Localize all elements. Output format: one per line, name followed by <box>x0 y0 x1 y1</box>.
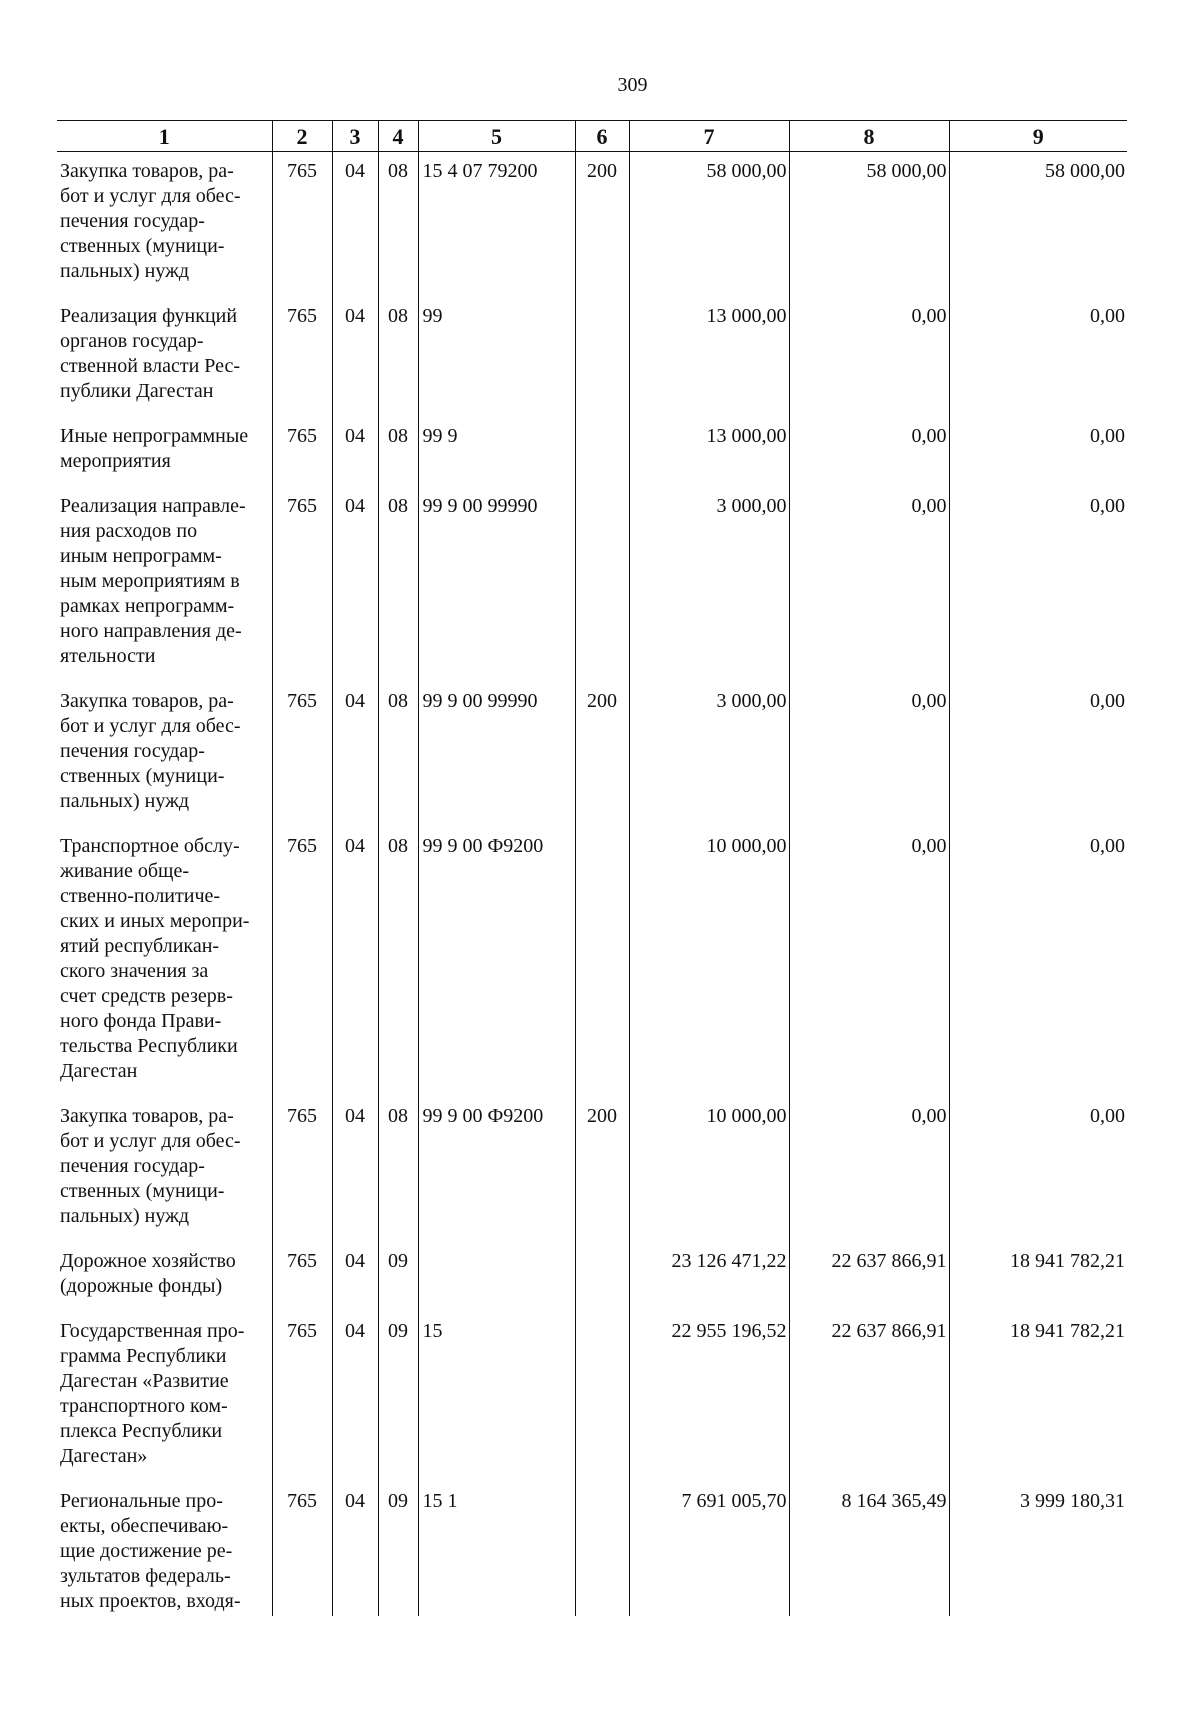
table-row <box>57 1312 1127 1482</box>
code-admin-cell: 765 <box>272 487 332 682</box>
row-name-cell <box>57 682 272 827</box>
code-admin-cell: 765 <box>272 152 332 298</box>
row-name-line: иным непрограмм- <box>60 545 222 567</box>
row-name-line: ния расходов по <box>60 520 198 542</box>
row-name-line: Закупка товаров, ра- <box>60 160 234 182</box>
row-name-line: Дагестан <box>60 1060 138 1082</box>
header-col-9: 9 <box>949 121 1127 152</box>
row-name-line: тельства Республики <box>60 1035 238 1057</box>
row-name-line: ятельности <box>60 645 156 667</box>
row-name-cell <box>57 1242 272 1312</box>
code-admin-cell: 765 <box>272 1242 332 1312</box>
table-row <box>57 297 1127 417</box>
expense-type-cell <box>575 1242 629 1312</box>
section-cell: 04 <box>332 297 378 417</box>
header-col-6: 6 <box>575 121 629 152</box>
amount-col-9-cell: 0,00 <box>949 487 1127 682</box>
amount-col-8-cell: 0,00 <box>789 297 949 417</box>
amount-col-8-cell: 0,00 <box>789 1097 949 1242</box>
row-name-line: Дагестан «Развитие <box>60 1370 229 1392</box>
row-name-line: пальных) нужд <box>60 790 190 812</box>
target-article-cell: 99 9 00 Ф9200 <box>418 1097 575 1242</box>
section-cell: 04 <box>332 152 378 298</box>
section-cell: 04 <box>332 417 378 487</box>
row-name-line: Региональные про- <box>60 1490 223 1512</box>
row-name-line: живание обще- <box>60 860 189 882</box>
amount-col-8-cell: 0,00 <box>789 417 949 487</box>
row-name-line: органов государ- <box>60 330 204 352</box>
expense-type-cell <box>575 827 629 1097</box>
header-col-2: 2 <box>272 121 332 152</box>
amount-col-8-cell: 22 637 866,91 <box>789 1312 949 1482</box>
row-name-line: пальных) нужд <box>60 260 190 282</box>
section-cell: 04 <box>332 682 378 827</box>
amount-col-9-cell: 0,00 <box>949 682 1127 827</box>
row-name-line: печения государ- <box>60 740 205 762</box>
amount-col-7-cell: 10 000,00 <box>629 1097 789 1242</box>
subsection-cell: 09 <box>378 1312 418 1482</box>
row-name-line: печения государ- <box>60 210 205 232</box>
section-cell: 04 <box>332 1312 378 1482</box>
row-name-line: ного фонда Прави- <box>60 1010 222 1032</box>
row-name-line: бот и услуг для обес- <box>60 715 241 737</box>
amount-col-8-cell: 0,00 <box>789 682 949 827</box>
row-name-line: ственных (муници- <box>60 1180 225 1202</box>
amount-col-9-cell: 18 941 782,21 <box>949 1242 1127 1312</box>
row-name-line: бот и услуг для обес- <box>60 1130 241 1152</box>
row-name-line: ственных (муници- <box>60 235 225 257</box>
target-article-cell <box>418 1242 575 1312</box>
amount-col-8-cell: 8 164 365,49 <box>789 1482 949 1616</box>
section-cell: 04 <box>332 827 378 1097</box>
target-article-cell: 99 9 <box>418 417 575 487</box>
row-name-line: Закупка товаров, ра- <box>60 690 234 712</box>
target-article-cell: 99 9 00 Ф9200 <box>418 827 575 1097</box>
row-name-line: печения государ- <box>60 1155 205 1177</box>
row-name-line: ских и иных меропри- <box>60 910 250 932</box>
header-col-7: 7 <box>629 121 789 152</box>
code-admin-cell: 765 <box>272 827 332 1097</box>
row-name-line: ственно-политиче- <box>60 885 221 907</box>
section-cell: 04 <box>332 487 378 682</box>
row-name-cell <box>57 297 272 417</box>
row-name-line: рамках непрограмм- <box>60 595 235 617</box>
row-name-cell <box>57 827 272 1097</box>
row-name-cell <box>57 417 272 487</box>
row-name-line: ным мероприятиям в <box>60 570 240 592</box>
row-name-cell <box>57 1482 272 1616</box>
target-article-cell: 15 1 <box>418 1482 575 1616</box>
row-name-line: ного направления де- <box>60 620 242 642</box>
row-name-line: грамма Республики <box>60 1345 227 1367</box>
budget-table <box>57 120 1127 1616</box>
amount-col-9-cell: 0,00 <box>949 827 1127 1097</box>
amount-col-7-cell: 7 691 005,70 <box>629 1482 789 1616</box>
target-article-cell: 99 9 00 99990 <box>418 682 575 827</box>
code-admin-cell: 765 <box>272 1482 332 1616</box>
row-name-line: Иные непрограммные <box>60 425 249 447</box>
subsection-cell: 08 <box>378 152 418 298</box>
amount-col-9-cell: 18 941 782,21 <box>949 1312 1127 1482</box>
expense-type-cell <box>575 1312 629 1482</box>
row-name-line: Дорожное хозяйство <box>60 1250 236 1272</box>
row-name-line: ственной власти Рес- <box>60 355 241 377</box>
header-col-8: 8 <box>789 121 949 152</box>
amount-col-8-cell: 58 000,00 <box>789 152 949 298</box>
header-row <box>57 121 1127 152</box>
row-name-line: зультатов федераль- <box>60 1565 231 1587</box>
code-admin-cell: 765 <box>272 417 332 487</box>
target-article-cell: 99 9 00 99990 <box>418 487 575 682</box>
amount-col-7-cell: 23 126 471,22 <box>629 1242 789 1312</box>
target-article-cell: 15 <box>418 1312 575 1482</box>
expense-type-cell <box>575 297 629 417</box>
row-name-line: Закупка товаров, ра- <box>60 1105 234 1127</box>
amount-col-7-cell: 10 000,00 <box>629 827 789 1097</box>
table-row <box>57 152 1127 298</box>
expense-type-cell: 200 <box>575 682 629 827</box>
amount-col-8-cell: 22 637 866,91 <box>789 1242 949 1312</box>
row-name-line: Транспортное обслу- <box>60 835 240 857</box>
amount-col-7-cell: 3 000,00 <box>629 487 789 682</box>
expense-type-cell <box>575 1482 629 1616</box>
expense-type-cell <box>575 487 629 682</box>
subsection-cell: 08 <box>378 682 418 827</box>
amount-col-7-cell: 13 000,00 <box>629 417 789 487</box>
row-name-line: публики Дагестан <box>60 380 214 402</box>
row-name-cell <box>57 487 272 682</box>
row-name-line: ского значения за <box>60 960 209 982</box>
subsection-cell: 09 <box>378 1242 418 1312</box>
table-row <box>57 827 1127 1097</box>
amount-col-7-cell: 3 000,00 <box>629 682 789 827</box>
amount-col-7-cell: 58 000,00 <box>629 152 789 298</box>
amount-col-8-cell: 0,00 <box>789 827 949 1097</box>
row-name-cell <box>57 1097 272 1242</box>
amount-col-9-cell: 3 999 180,31 <box>949 1482 1127 1616</box>
table-row <box>57 487 1127 682</box>
subsection-cell: 09 <box>378 1482 418 1616</box>
section-cell: 04 <box>332 1097 378 1242</box>
header-col-4: 4 <box>378 121 418 152</box>
section-cell: 04 <box>332 1242 378 1312</box>
row-name-cell <box>57 1312 272 1482</box>
row-name-line: Государственная про- <box>60 1320 245 1342</box>
target-article-cell: 99 <box>418 297 575 417</box>
table-row <box>57 1242 1127 1312</box>
table-row <box>57 1482 1127 1616</box>
table-row <box>57 1097 1127 1242</box>
row-name-line: бот и услуг для обес- <box>60 185 241 207</box>
row-name-line: (дорожные фонды) <box>60 1275 223 1297</box>
expense-type-cell: 200 <box>575 1097 629 1242</box>
subsection-cell: 08 <box>378 487 418 682</box>
amount-col-7-cell: 22 955 196,52 <box>629 1312 789 1482</box>
subsection-cell: 08 <box>378 417 418 487</box>
amount-col-8-cell: 0,00 <box>789 487 949 682</box>
table-row <box>57 682 1127 827</box>
row-name-line: ных проектов, входя- <box>60 1590 241 1612</box>
amount-col-9-cell: 58 000,00 <box>949 152 1127 298</box>
row-name-line: счет средств резерв- <box>60 985 233 1007</box>
row-name-line: щие достижение ре- <box>60 1540 233 1562</box>
page-number: 309 <box>617 74 648 96</box>
expense-type-cell <box>575 417 629 487</box>
subsection-cell: 08 <box>378 1097 418 1242</box>
row-name-line: пальных) нужд <box>60 1205 190 1227</box>
row-name-line: ятий республикан- <box>60 935 220 957</box>
table-body <box>57 152 1127 1617</box>
row-name-cell <box>57 152 272 298</box>
subsection-cell: 08 <box>378 297 418 417</box>
row-name-line: Реализация функций <box>60 305 238 327</box>
amount-col-7-cell: 13 000,00 <box>629 297 789 417</box>
row-name-line: Реализация направле- <box>60 495 246 517</box>
amount-col-9-cell: 0,00 <box>949 297 1127 417</box>
header-col-3: 3 <box>332 121 378 152</box>
code-admin-cell: 765 <box>272 682 332 827</box>
header-col-5: 5 <box>418 121 575 152</box>
row-name-line: транспортного ком- <box>60 1395 228 1417</box>
code-admin-cell: 765 <box>272 1097 332 1242</box>
section-cell: 04 <box>332 1482 378 1616</box>
subsection-cell: 08 <box>378 827 418 1097</box>
row-name-line: ственных (муници- <box>60 765 225 787</box>
header-col-1: 1 <box>57 121 272 152</box>
code-admin-cell: 765 <box>272 297 332 417</box>
expense-type-cell: 200 <box>575 152 629 298</box>
amount-col-9-cell: 0,00 <box>949 1097 1127 1242</box>
code-admin-cell: 765 <box>272 1312 332 1482</box>
row-name-line: мероприятия <box>60 450 171 472</box>
row-name-line: плекса Республики <box>60 1420 223 1442</box>
row-name-line: екты, обеспечиваю- <box>60 1515 229 1537</box>
target-article-cell: 15 4 07 79200 <box>418 152 575 298</box>
table-row <box>57 417 1127 487</box>
row-name-line: Дагестан» <box>60 1445 148 1467</box>
amount-col-9-cell: 0,00 <box>949 417 1127 487</box>
